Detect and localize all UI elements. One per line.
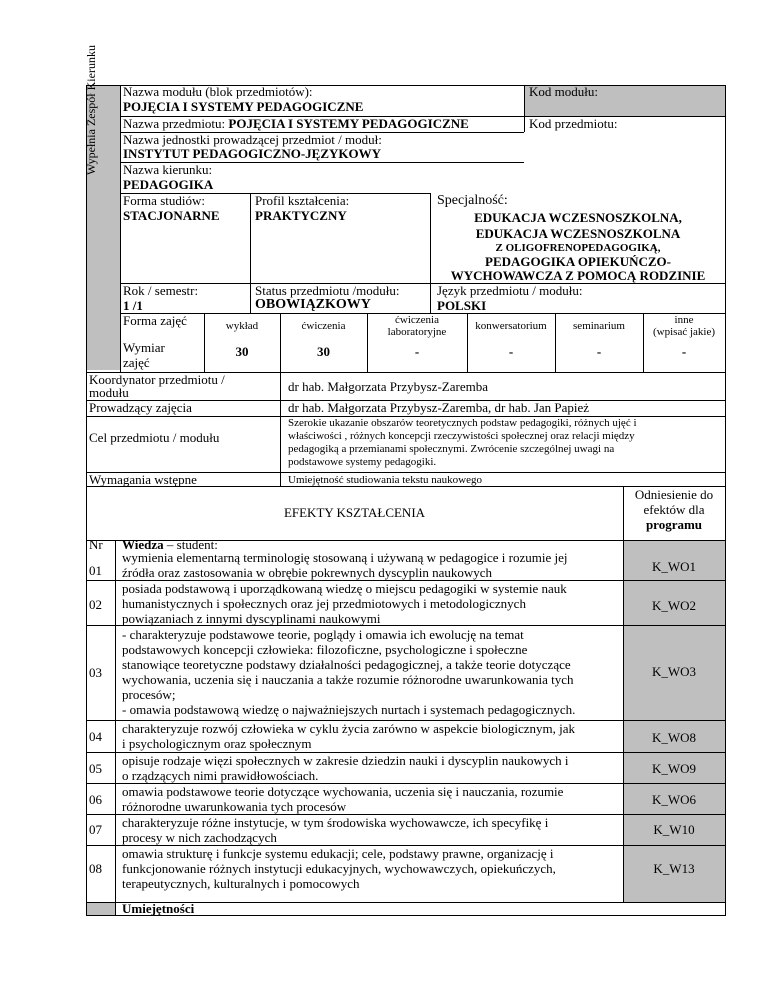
goal-line: właściwości , różnych koncepcji rzeczywistości społecznej oraz relacji między [288, 430, 635, 442]
effect-nr: 02 [89, 597, 102, 612]
effect-nr: 08 [89, 861, 102, 876]
unit-name: INSTYTUT PEDAGOGICZNO-JĘZYKOWY [123, 146, 381, 161]
class-type-other-line2: (wpisać jakie) [653, 326, 715, 338]
study-form-label: Forma studiów: [123, 193, 205, 208]
unit-label: Nazwa jednostki prowadzącej przedmiot / moduł: [123, 132, 382, 147]
effect-description: posiada podstawową i uporządkowaną wiedzę o miejscu pedagogiki w systemie nauk humanistycznych i społecznych oraz jej przedmiotowych i metodologicznych powiązaniach z innymi dyscyplinami naukowymi [122, 581, 567, 626]
effect-code: K_WO9 [651, 761, 697, 776]
class-type-lab-line1: ćwiczenia [395, 314, 439, 326]
coordinator: dr hab. Małgorzata Przybysz-Zaremba [288, 379, 488, 394]
skills-row-shade [86, 902, 115, 915]
year: 1 /1 [123, 298, 143, 313]
goal-line: podstawowe systemy pedagogiki. [288, 456, 437, 468]
subject-code-label: Kod przedmiotu: [529, 116, 618, 131]
specialty-line: EDUKACJA WCZESNOSZKOLNA [475, 226, 681, 241]
effect-nr: 04 [89, 729, 102, 744]
hours-exercises: 30 [317, 344, 330, 359]
subject-name: POJĘCIA I SYSTEMY PEDAGOGICZNE [228, 116, 469, 131]
class-form-label: Forma zajęć [123, 313, 187, 328]
effect-description: charakteryzuje rozwój człowieka w cyklu życia zarówno w aspekcie biologicznym, jak i psychologicznym oraz społecznym [122, 721, 576, 751]
effect-code: K_WO8 [651, 730, 697, 745]
hours-lecture: 30 [235, 344, 249, 359]
effect-code: K_WO2 [651, 598, 697, 613]
module-code-label: Kod modułu: [529, 84, 598, 99]
class-type-lab-line2: laboratoryjne [387, 326, 447, 338]
effect-nr: 05 [89, 761, 102, 776]
class-type-seminar: seminarium [573, 320, 625, 332]
hours-label-line1: Wymiar [123, 340, 165, 355]
effect-nr: 01 [89, 563, 102, 578]
effect-nr: 06 [89, 792, 102, 807]
effect-description: opisuje rodzaje więzi społecznych w zakresie dziedzin nauki i dyscyplin naukowych i o rządzących nimi prawidłowościach. [122, 753, 569, 783]
language: POLSKI [437, 298, 487, 313]
requirements-label: Wymagania wstępne [89, 472, 197, 487]
skills-label: Umiejętności [122, 901, 195, 916]
subject-label: Nazwa przedmiotu: [123, 116, 226, 131]
effect-description: omawia strukturę i funkcje systemu edukacji; cele, podstawy prawne, organizację i funkcjonowanie różnych instytucji edukacyjnych, wychowawczych, opiekuńczych, terapeutycznych, kulturalnych i pomocowych [122, 846, 556, 891]
effect-code: K_WO6 [651, 792, 697, 807]
side-label: Wypełnia Zespół Kierunku [84, 45, 98, 175]
goal-line: Szerokie ukazanie obszarów teoretycznych podstaw pedagogiki, różnych ujęć i [288, 417, 637, 429]
status-label: Status przedmiotu /modułu: [255, 283, 400, 298]
study-form: STACJONARNE [123, 208, 220, 223]
class-type-lecture: wykład [225, 320, 259, 332]
status: OBOWIĄZKOWY [255, 297, 371, 312]
effect-code: K_WO1 [651, 559, 697, 574]
goal-line: pedagogiką a przemianami społecznymi. Zwrócenie szczególnej uwagi na [288, 443, 615, 455]
ref-header-line2: efektów dla [643, 502, 705, 517]
class-type-exercises: ćwiczenia [301, 320, 346, 332]
coordinator-label-line2: modułu [89, 385, 129, 400]
ref-header-line1: Odniesienie do [634, 487, 714, 502]
field-label: Nazwa kierunku: [123, 162, 213, 177]
field-name: PEDAGOGIKA [123, 177, 214, 192]
profile: PRAKTYCZNY [255, 208, 347, 223]
effect-code: K_W13 [653, 861, 695, 876]
subject-row [123, 117, 469, 131]
effect-nr: 07 [89, 822, 102, 837]
class-type-conversation: konwersatorium [475, 320, 547, 332]
goal-label: Cel przedmiotu / modułu [89, 430, 220, 445]
knowledge-suffix: – student: [163, 537, 218, 552]
effect-description: - charakteryzuje podstawowe teorie, poglądy i omawia ich ewolucję na temat podstawowych koncepcji człowieka: filozoficzne, psychologiczne i społeczne stanowiące teoretyczne podstawy działalności pedagogicznej, a także teorie dotyczące wychowania, uczenia się i nauczania a także rozumie różnorodne uwarunkowania tych procesów; - omawia podstawową wiedzę o najważniejszych nurtach i systemach pedagogicznych. [122, 627, 576, 717]
class-type-other-line1: inne [674, 314, 694, 326]
hours-other: - [681, 344, 687, 359]
teachers-label: Prowadzący zajęcia [89, 400, 192, 415]
hours-label-line2: zajęć [123, 355, 150, 370]
effect-nr: 03 [89, 665, 102, 680]
coordinator-label-line1: Koordynator przedmiotu / [89, 372, 225, 387]
hours-seminar: - [596, 344, 602, 359]
year-label: Rok / semestr: [123, 283, 199, 298]
effects-title: EFEKTY KSZTAŁCENIA [283, 505, 426, 520]
ref-header-line3: programu [645, 517, 703, 532]
effect-code: K_W10 [653, 822, 695, 837]
effect-description: wymienia elementarną terminologię stosowaną i używaną w pedagogice i rozumie jej źródła oraz zastosowania w obrębie pokrewnych dyscyplin naukowych [122, 550, 568, 580]
knowledge-label: Wiedza [122, 537, 164, 552]
module-name-label: Nazwa modułu (blok przedmiotów): [123, 84, 313, 99]
language-label: Język przedmiotu / modułu: [437, 283, 583, 298]
specialty-line: PEDAGOGIKA OPIEKUŃCZO- [485, 254, 671, 269]
effect-description: charakteryzuje różne instytucje, w tym środowiska wychowawcze, ich specyfikę i procesy w nich zachodzących [122, 815, 549, 845]
module-name: POJĘCIA I SYSTEMY PEDAGOGICZNE [123, 99, 364, 114]
effect-code: K_WO3 [651, 664, 697, 679]
specialty-label: Specjalność: [437, 193, 508, 208]
requirements: Umiejętność studiowania tekstu naukowego [288, 474, 482, 486]
hours-lab: - [414, 344, 420, 359]
specialty-line: Z OLIGOFRENOPEDAGOGIKĄ, [495, 242, 661, 254]
effect-description: omawia podstawowe teorie dotyczące wychowania, uczenia się i nauczania, rozumie różnorodne uwarunkowania tych procesów [122, 784, 564, 814]
profile-label: Profil kształcenia: [255, 193, 350, 208]
hours-conversation: - [508, 344, 514, 359]
specialty-line: EDUKACJA WCZESNOSZKOLNA, [474, 210, 682, 225]
specialty-line: WYCHOWAWCZA Z POMOCĄ RODZINIE [450, 268, 706, 283]
teachers: dr hab. Małgorzata Przybysz-Zaremba, dr hab. Jan Papież [288, 400, 590, 415]
effects-ref-shade [623, 540, 725, 902]
nr-label: Nr [89, 537, 103, 552]
